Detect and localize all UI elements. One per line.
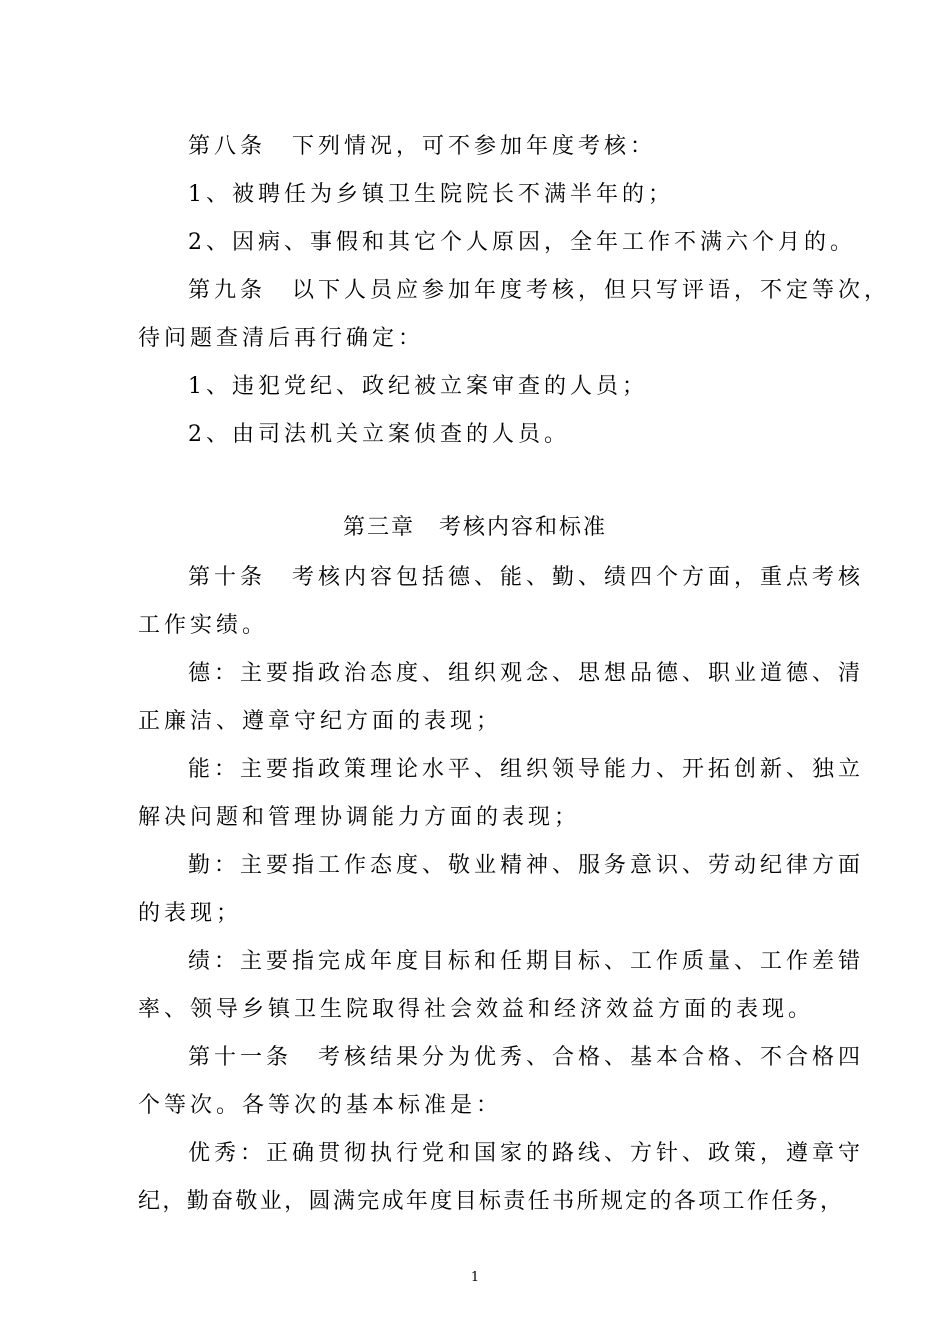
article-9-line-2: 待问题查清后再行确定： <box>138 326 425 351</box>
qin-definition-line-1: 勤：主要指工作态度、敬业精神、服务意识、劳动纪律方面 <box>188 853 865 878</box>
article-11-line-1: 第十一条 考核结果分为优秀、合格、基本合格、不合格四 <box>188 1045 865 1070</box>
page-number: 1 <box>470 1270 480 1285</box>
article-9-item-1: 1、违犯党纪、政纪被立案审查的人员； <box>188 374 648 399</box>
article-8-heading: 第八条 下列情况，可不参加年度考核： <box>188 134 657 159</box>
article-8-item-2: 2、因病、事假和其它个人原因，全年工作不满六个月的。 <box>188 230 856 255</box>
article-8-item-1: 1、被聘任为乡镇卫生院院长不满半年的； <box>188 182 674 207</box>
qin-definition-line-2: 的表现； <box>138 901 243 926</box>
de-definition-line-1: 德：主要指政治态度、组织观念、思想品德、职业道德、清 <box>188 661 865 686</box>
excellent-standard-line-2: 纪，勤奋敬业，圆满完成年度目标责任书所规定的各项工作任务， <box>138 1189 843 1214</box>
excellent-standard-line-1: 优秀：正确贯彻执行党和国家的路线、方针、政策，遵章守 <box>188 1141 865 1166</box>
ji-definition-line-1: 绩：主要指完成年度目标和任期目标、工作质量、工作差错 <box>188 949 865 974</box>
article-9-line-1: 第九条 以下人员应参加年度考核，但只写评语，不定等次， <box>188 278 891 303</box>
article-10-line-2: 工作实绩。 <box>138 613 269 638</box>
article-10-line-1: 第十条 考核内容包括德、能、勤、绩四个方面，重点考核 <box>188 565 865 590</box>
de-definition-line-2: 正廉洁、遵章守纪方面的表现； <box>138 709 503 734</box>
ji-definition-line-2: 率、领导乡镇卫生院取得社会效益和经济效益方面的表现。 <box>138 997 815 1022</box>
neng-definition-line-1: 能：主要指政策理论水平、组织领导能力、开拓创新、独立 <box>188 757 865 782</box>
article-11-line-2: 个等次。各等次的基本标准是： <box>138 1093 503 1118</box>
neng-definition-line-2: 解决问题和管理协调能力方面的表现； <box>138 805 581 830</box>
article-9-item-2: 2、由司法机关立案侦查的人员。 <box>188 422 570 447</box>
chapter-3-title: 第三章 考核内容和标准 <box>342 515 607 540</box>
